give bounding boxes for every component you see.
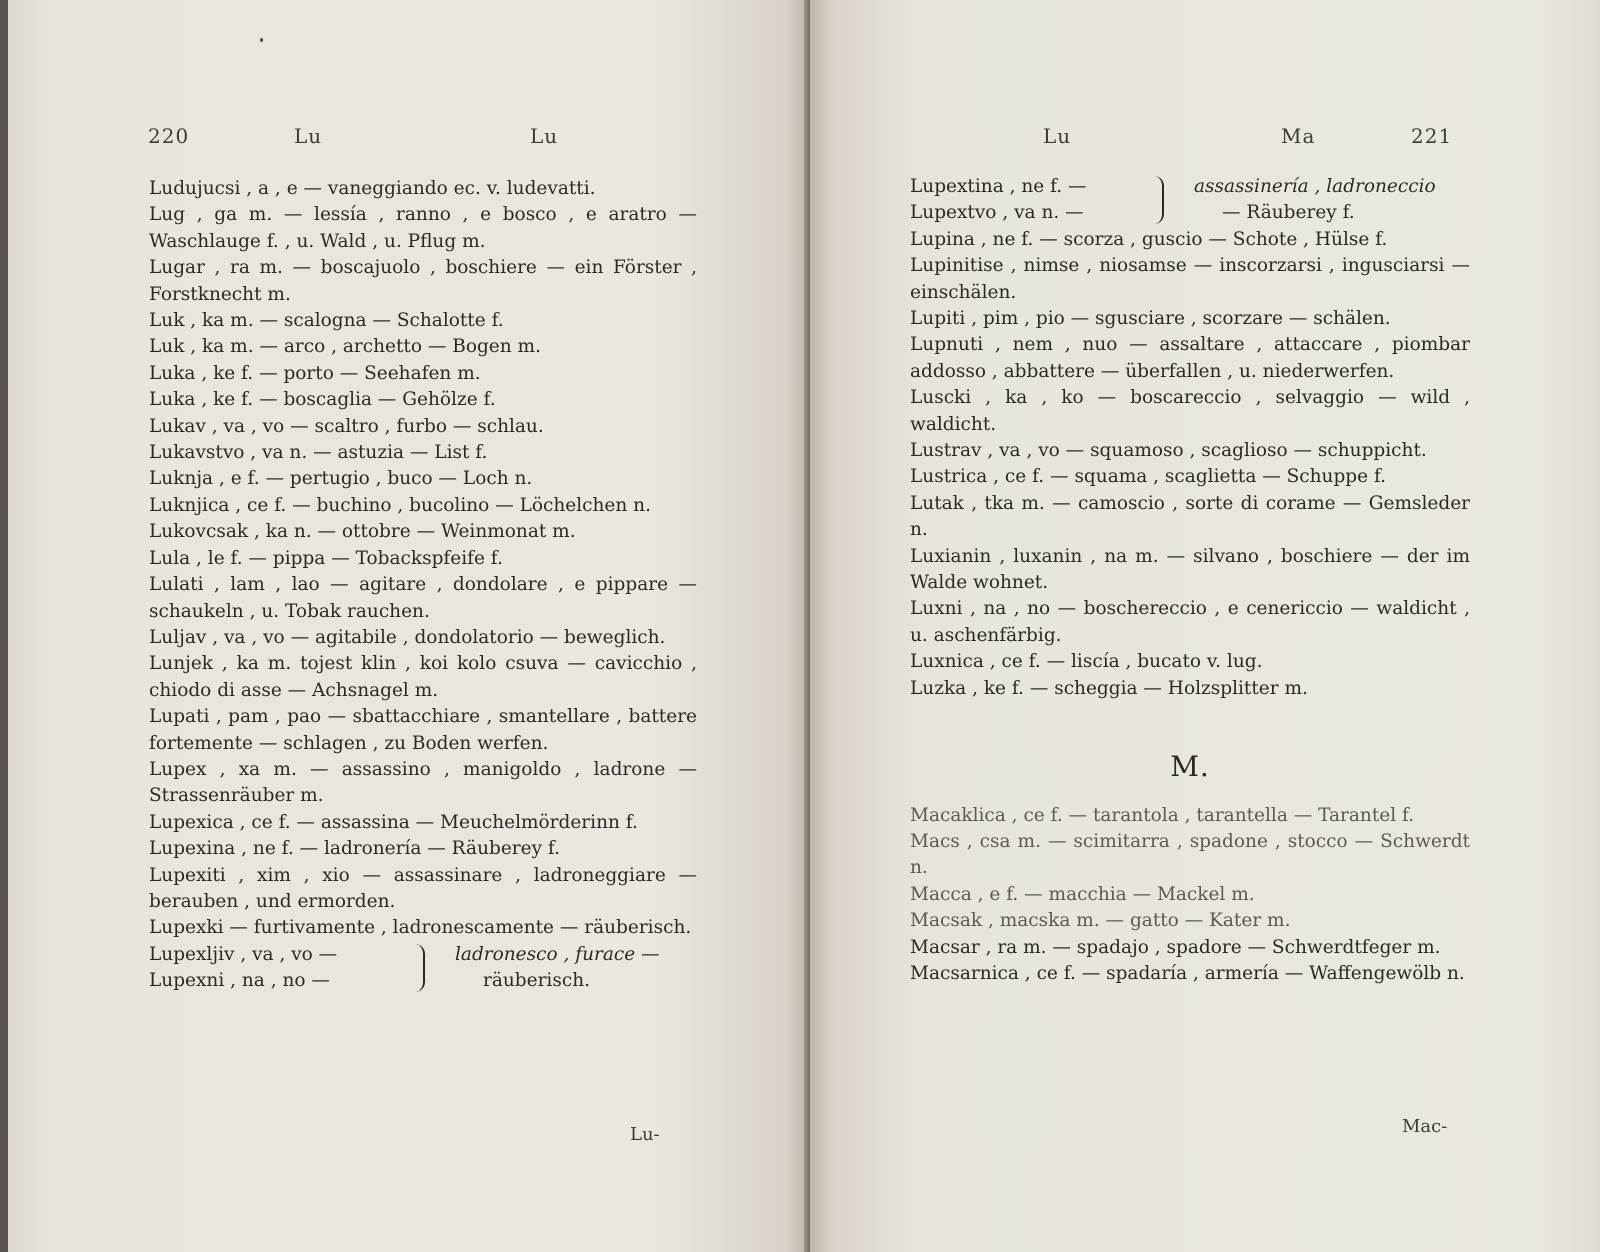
dictionary-entry: Lugar , ra m. — boscajuolo , boschiere — ein Förster , Forstknecht m. <box>149 257 697 305</box>
dictionary-entry: Macsar , ra m. — spadajo , spadore — Schwerdtfeger m. <box>910 936 1441 958</box>
dictionary-entry: Lunjek , ka m. tojest klin , koi kolo csuva — cavicchio , chiodo di asse — Achsnagel m. <box>149 653 697 701</box>
brace-headword: Lupextina , ne f. — <box>910 176 1087 197</box>
dictionary-entry: Lula , le f. — pippa — Tobackspfeife f. <box>149 547 503 569</box>
left-page <box>8 0 810 1252</box>
catchword: Lu- <box>630 1124 660 1145</box>
ink-speck <box>260 38 263 42</box>
dictionary-entry: Luxni , na , no — boschereccio , e cenericcio — waldicht , u. aschenfärbig. <box>910 598 1470 646</box>
dictionary-entry: Luka , ke f. — boscaglia — Gehölze f. <box>149 389 496 411</box>
dictionary-entry: Lupnuti , nem , nuo — assaltare , attaccare , piombar addosso , abbattere — überfallen , u. niederwerfen. <box>910 334 1470 382</box>
dictionary-entry: Lupexica , ce f. — assassina — Meuchelmörderinn f. <box>149 811 638 833</box>
right-page <box>810 0 1600 1252</box>
dictionary-entry: Lug , ga m. — lessía , ranno , e bosco , e aratro — Waschlauge f. , u. Wald , u. Pflug m. <box>149 204 697 252</box>
dictionary-entry: Luljav , va , vo — agitabile , dondolatorio — beweglich. <box>149 626 666 648</box>
dictionary-entry: Luka , ke f. — porto — Seehafen m. <box>149 362 481 384</box>
dictionary-entry: Lustrica , ce f. — squama , scaglietta — Schuppe f. <box>910 466 1387 488</box>
dictionary-entry: Lukav , va , vo — scaltro , furbo — schlau. <box>149 415 544 437</box>
brace-definition-line: — Räuberey f. <box>1222 202 1355 224</box>
right-page-entries <box>910 174 1470 987</box>
running-head-right: Ma <box>1281 124 1316 148</box>
dictionary-entry: Lulati , lam , lao — agitare , dondolare , e pippare — schaukeln , u. Tobak rauchen. <box>149 574 697 622</box>
right-page-header <box>1025 124 1535 154</box>
page-number: 221 <box>1411 124 1453 148</box>
brace-definition <box>1194 174 1436 227</box>
catchword: Mac- <box>1402 1116 1448 1137</box>
dictionary-entry: Macca , e f. — macchia — Mackel m. <box>910 883 1255 905</box>
dictionary-entry: Lukovcsak , ka n. — ottobre — Weinmonat m. <box>149 521 576 543</box>
brace-group <box>910 174 1470 227</box>
dictionary-entry: Luxianin , luxanin , na m. — silvano , boschiere — der im Walde wohnet. <box>910 545 1470 594</box>
page-number: 220 <box>148 124 190 148</box>
dictionary-entry: Lupexiti , xim , xio — assassinare , ladroneggiare — berauben , und ermorden. <box>149 864 697 912</box>
dictionary-entry: Macsarnica , ce f. — spadaría , armería — Waffengewölb n. <box>910 962 1465 984</box>
dictionary-entry: Ludujucsi , a , e — vaneggiando ec. v. ludevatti. <box>149 178 596 199</box>
dictionary-entry: Luzka , ke f. — scheggia — Holzsplitter m. <box>910 677 1308 699</box>
brace-definition-line: ladronesco , furace — <box>455 943 660 965</box>
dictionary-entry: Lupati , pam , pao — sbattacchiare , smantellare , battere fortemente — schlagen , zu Boden werfen. <box>149 706 697 754</box>
brace-headword: Lupextvo , va n. — <box>910 202 1084 224</box>
running-head-left: Lu <box>294 124 323 148</box>
dictionary-entry: Luxnica , ce f. — liscía , bucato v. lug. <box>910 651 1263 673</box>
brace-group <box>149 942 697 995</box>
dictionary-entry: Macs , csa m. — scimitarra , spadone , stocco — Schwerdt n. <box>910 830 1470 879</box>
dictionary-entry: Lupinitise , nimse , niosamse — inscorzarsi , ingusciarsi — einschälen. <box>910 255 1470 303</box>
brace-icon <box>411 944 425 992</box>
dictionary-entry: Lupexki — furtivamente , ladronescamente — räuberisch. <box>149 917 692 939</box>
dictionary-entry: Macaklica , ce f. — tarantola , tarantella — Tarantel f. <box>910 804 1415 826</box>
dictionary-entry: Lupiti , pim , pio — sgusciare , scorzare — schälen. <box>910 308 1391 330</box>
left-page-entries <box>149 176 697 995</box>
brace-headword: Lupexljiv , va , vo — <box>149 943 338 965</box>
dictionary-entry: Luk , ka m. — arco , archetto — Bogen m. <box>149 336 541 358</box>
dictionary-entry: Lustrav , va , vo — squamoso , scaglioso — schuppicht. <box>910 440 1427 462</box>
dictionary-entry: Lupex , xa m. — assassino , manigoldo , ladrone — Strassenräuber m. <box>149 758 697 807</box>
dictionary-entry: Luscki , ka , ko — boscareccio , selvaggio — wild , waldicht. <box>910 387 1470 435</box>
brace-headwords <box>149 942 429 995</box>
dictionary-entry: Macsak , macska m. — gatto — Kater m. <box>910 910 1291 932</box>
brace-definition <box>455 942 660 995</box>
dictionary-entry: Lupina , ne f. — scorza , guscio — Schote , Hülse f. <box>910 228 1388 250</box>
brace-definition-line: assassinería , ladroneccio <box>1194 176 1436 197</box>
dictionary-entry: Luknjica , ce f. — buchino , bucolino — Löchelchen n. <box>149 494 651 516</box>
dictionary-entry: Luk , ka m. — scalogna — Schalotte f. <box>149 310 504 332</box>
brace-definition-line: räuberisch. <box>483 970 590 992</box>
brace-icon <box>1150 176 1164 224</box>
dictionary-entry: Lutak , tka m. — camoscio , sorte di corame — Gemsleder n. <box>910 492 1470 541</box>
running-head-right: Lu <box>530 124 559 148</box>
dictionary-entry: Lukavstvo , va n. — astuzia — List f. <box>149 442 488 464</box>
brace-headword: Lupexni , na , no — <box>149 970 330 992</box>
left-page-header <box>148 124 708 154</box>
brace-headwords <box>910 174 1190 227</box>
running-head-left: Lu <box>1043 124 1072 148</box>
section-letter-heading: M. <box>1170 750 1210 784</box>
dictionary-entry: Luknja , e f. — pertugio , buco — Loch n. <box>149 468 533 490</box>
dictionary-entry: Lupexina , ne f. — ladronería — Räuberey f. <box>149 838 560 860</box>
